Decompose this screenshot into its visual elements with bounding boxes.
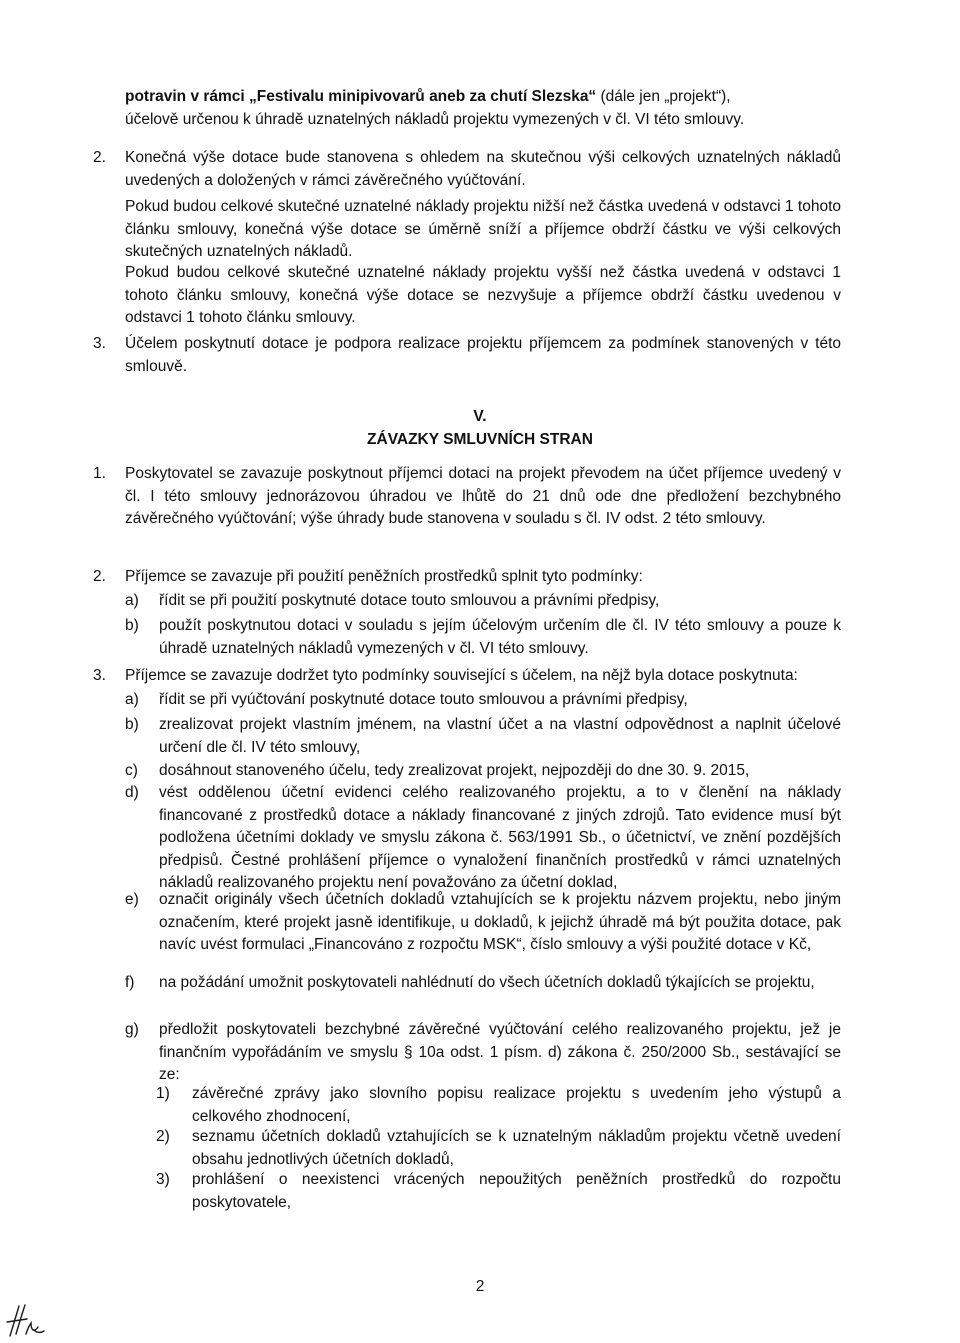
sub-item-text: řídit se při vyúčtování poskytnuté dotace touto smlouvou a právními předpisy, [159,691,688,708]
item-number: 3. [93,335,106,352]
item-number: 2. [93,568,106,585]
sub-sub-item-label: 1) [156,1085,170,1102]
sub-sub-item-text: závěrečné zprávy jako slovního popisu realizace projektu s uvedením jeho výstupů a celkového zhodnocení, [192,1085,841,1125]
sub-item-text: dosáhnout stanoveného účelu, tedy zrealizovat projekt, nejpozději do dne 30. 9. 2015, [159,762,750,779]
paragraph: Účelem poskytnutí dotace je podpora realizace projektu příjemcem za podmínek stanovených v této smlouvě. [125,335,841,375]
sub-item-label: b) [125,617,139,634]
sec4-item-2 [125,147,841,192]
intro-line1-rest: (dále jen „projekt“), [596,88,731,105]
sec4-item-3 [125,333,841,378]
paragraph: Poskytovatel se zavazuje poskytnout příjemci dotaci na projekt převodem na účet příjemce uvedený v čl. I této smlouvy jednorázovou úhradou ve lhůtě do 21 dnů ode dne předložení bezchybného závěrečného vyúčtování; výše úhrady bude stanovena v souladu s čl. IV odst. 2 této smlouvy. [125,465,841,528]
paragraph: Pokud budou celkové skutečné uznatelné náklady projektu vyšší než částka uvedená v odstavci 1 tohoto článku smlouvy, konečná výše dotace se nezvyšuje a příjemce obdrží částku uvedenou v odstavci 1 tohoto článku smlouvy. [125,264,841,327]
item-number: 2. [93,149,106,166]
project-name: potravin v rámci „Festivalu minipivovarů aneb za chutí Slezska“ [125,88,597,105]
item-number: 1. [93,465,106,482]
sub-item-label: a) [125,592,139,609]
sub-item-label: d) [125,784,139,801]
sec5-item-3 [125,665,841,688]
sub-item-label: e) [125,891,139,908]
sub-item-text: zrealizovat projekt vlastním jménem, na vlastní účet a na vlastní odpovědnost a naplnit účelové určení dle čl. IV této smlouvy, [159,716,841,756]
paragraph: Konečná výše dotace bude stanovena s ohledem na skutečnou výši celkových uznatelných nákladů uvedených a doložených v rámci závěrečného vyúčtování. [125,149,841,189]
page-number: 2 [475,1278,485,1295]
sub-sub-item-label: 2) [156,1128,170,1145]
sub-item-text: označit originály všech účetních dokladů vztahujících se k projektu názvem projektu, nebo jiným označením, které projekt jasně identifikuje, u dokladů, k jejichž úhradě má být použita dotace, pak navíc uvést formulaci „Financováno z rozpočtu MSK“, číslo smlouvy a výši použité dotace v Kč, [159,891,841,954]
section-numeral: V. [473,408,487,425]
section-title: ZÁVAZKY SMLUVNÍCH STRAN [367,431,593,448]
handwritten-initials [4,1300,52,1340]
paragraph: Příjemce se zavazuje dodržet tyto podmínky související s účelem, na nějž byla dotace poskytnuta: [125,667,798,684]
sub-item-text: použít poskytnutou dotaci v souladu s jejím účelovým určením dle čl. IV této smlouvy a pouze k úhradě uznatelných nákladů vymezených v čl. VI této smlouvy. [159,617,841,657]
paragraph: Příjemce se zavazuje při použití peněžních prostředků splnit tyto podmínky: [125,568,643,585]
sub-item-label: f) [125,974,135,991]
item-number: 3. [93,667,106,684]
sec5-item-1 [125,463,841,531]
sub-item-label: c) [125,762,138,779]
sec4-item-2-para-3 [125,262,841,330]
sub-sub-item-text: prohlášení o neexistenci vrácených nepoužitých peněžních prostředků do rozpočtu poskytovatele, [192,1171,841,1211]
sub-item-text: předložit poskytovateli bezchybné závěrečné vyúčtování celého realizovaného projektu, jež je finančním vypořádáním ve smyslu § 10a odst. 1 písm. d) zákona č. 250/2000 Sb., sestávající se ze: [159,1021,841,1084]
sub-item-text: řídit se při použití poskytnuté dotace touto smlouvou a právními předpisy, [159,592,660,609]
sub-sub-item-text: seznamu účetních dokladů vztahujících se k uznatelným nákladům projektu včetně uvedení obsahu jednotlivých účetních dokladů, [192,1128,841,1168]
intro-paragraph [125,86,841,131]
sub-item-text: vést oddělenou účetní evidenci celého realizovaného projektu, a to v členění na náklady financované z prostředků dotace a náklady financované z jiných zdrojů. Tato evidence musí být podložena účetními doklady ve smyslu zákona č. 563/1991 Sb., o účetnictví, ve znění pozdějších předpisů. Čestné prohlášení příjemce o vynaložení finančních prostředků v rámci uznatelných nákladů realizovaného projektu není považováno za účetní doklad, [159,784,841,892]
sub-item-label: a) [125,691,139,708]
sub-sub-item-label: 3) [156,1171,170,1188]
sub-item-label: b) [125,716,139,733]
sec5-item-2 [125,566,841,589]
sec4-item-2-para-2 [125,196,841,264]
intro-line2: účelově určenou k úhradě uznatelných nákladů projektu vymezených v čl. VI této smlouvy. [125,110,745,128]
sub-item-text: na požádání umožnit poskytovateli nahlédnutí do všech účetních dokladů týkajících se projektu, [159,974,815,991]
sub-item-label: g) [125,1021,139,1038]
paragraph: Pokud budou celkové skutečné uznatelné náklady projektu nižší než částka uvedená v odstavci 1 tohoto článku smlouvy, konečná výše dotace se úměrně sníží a příjemce obdrží částku ve výši celkových skutečných uznatelných nákladů. [125,198,841,261]
